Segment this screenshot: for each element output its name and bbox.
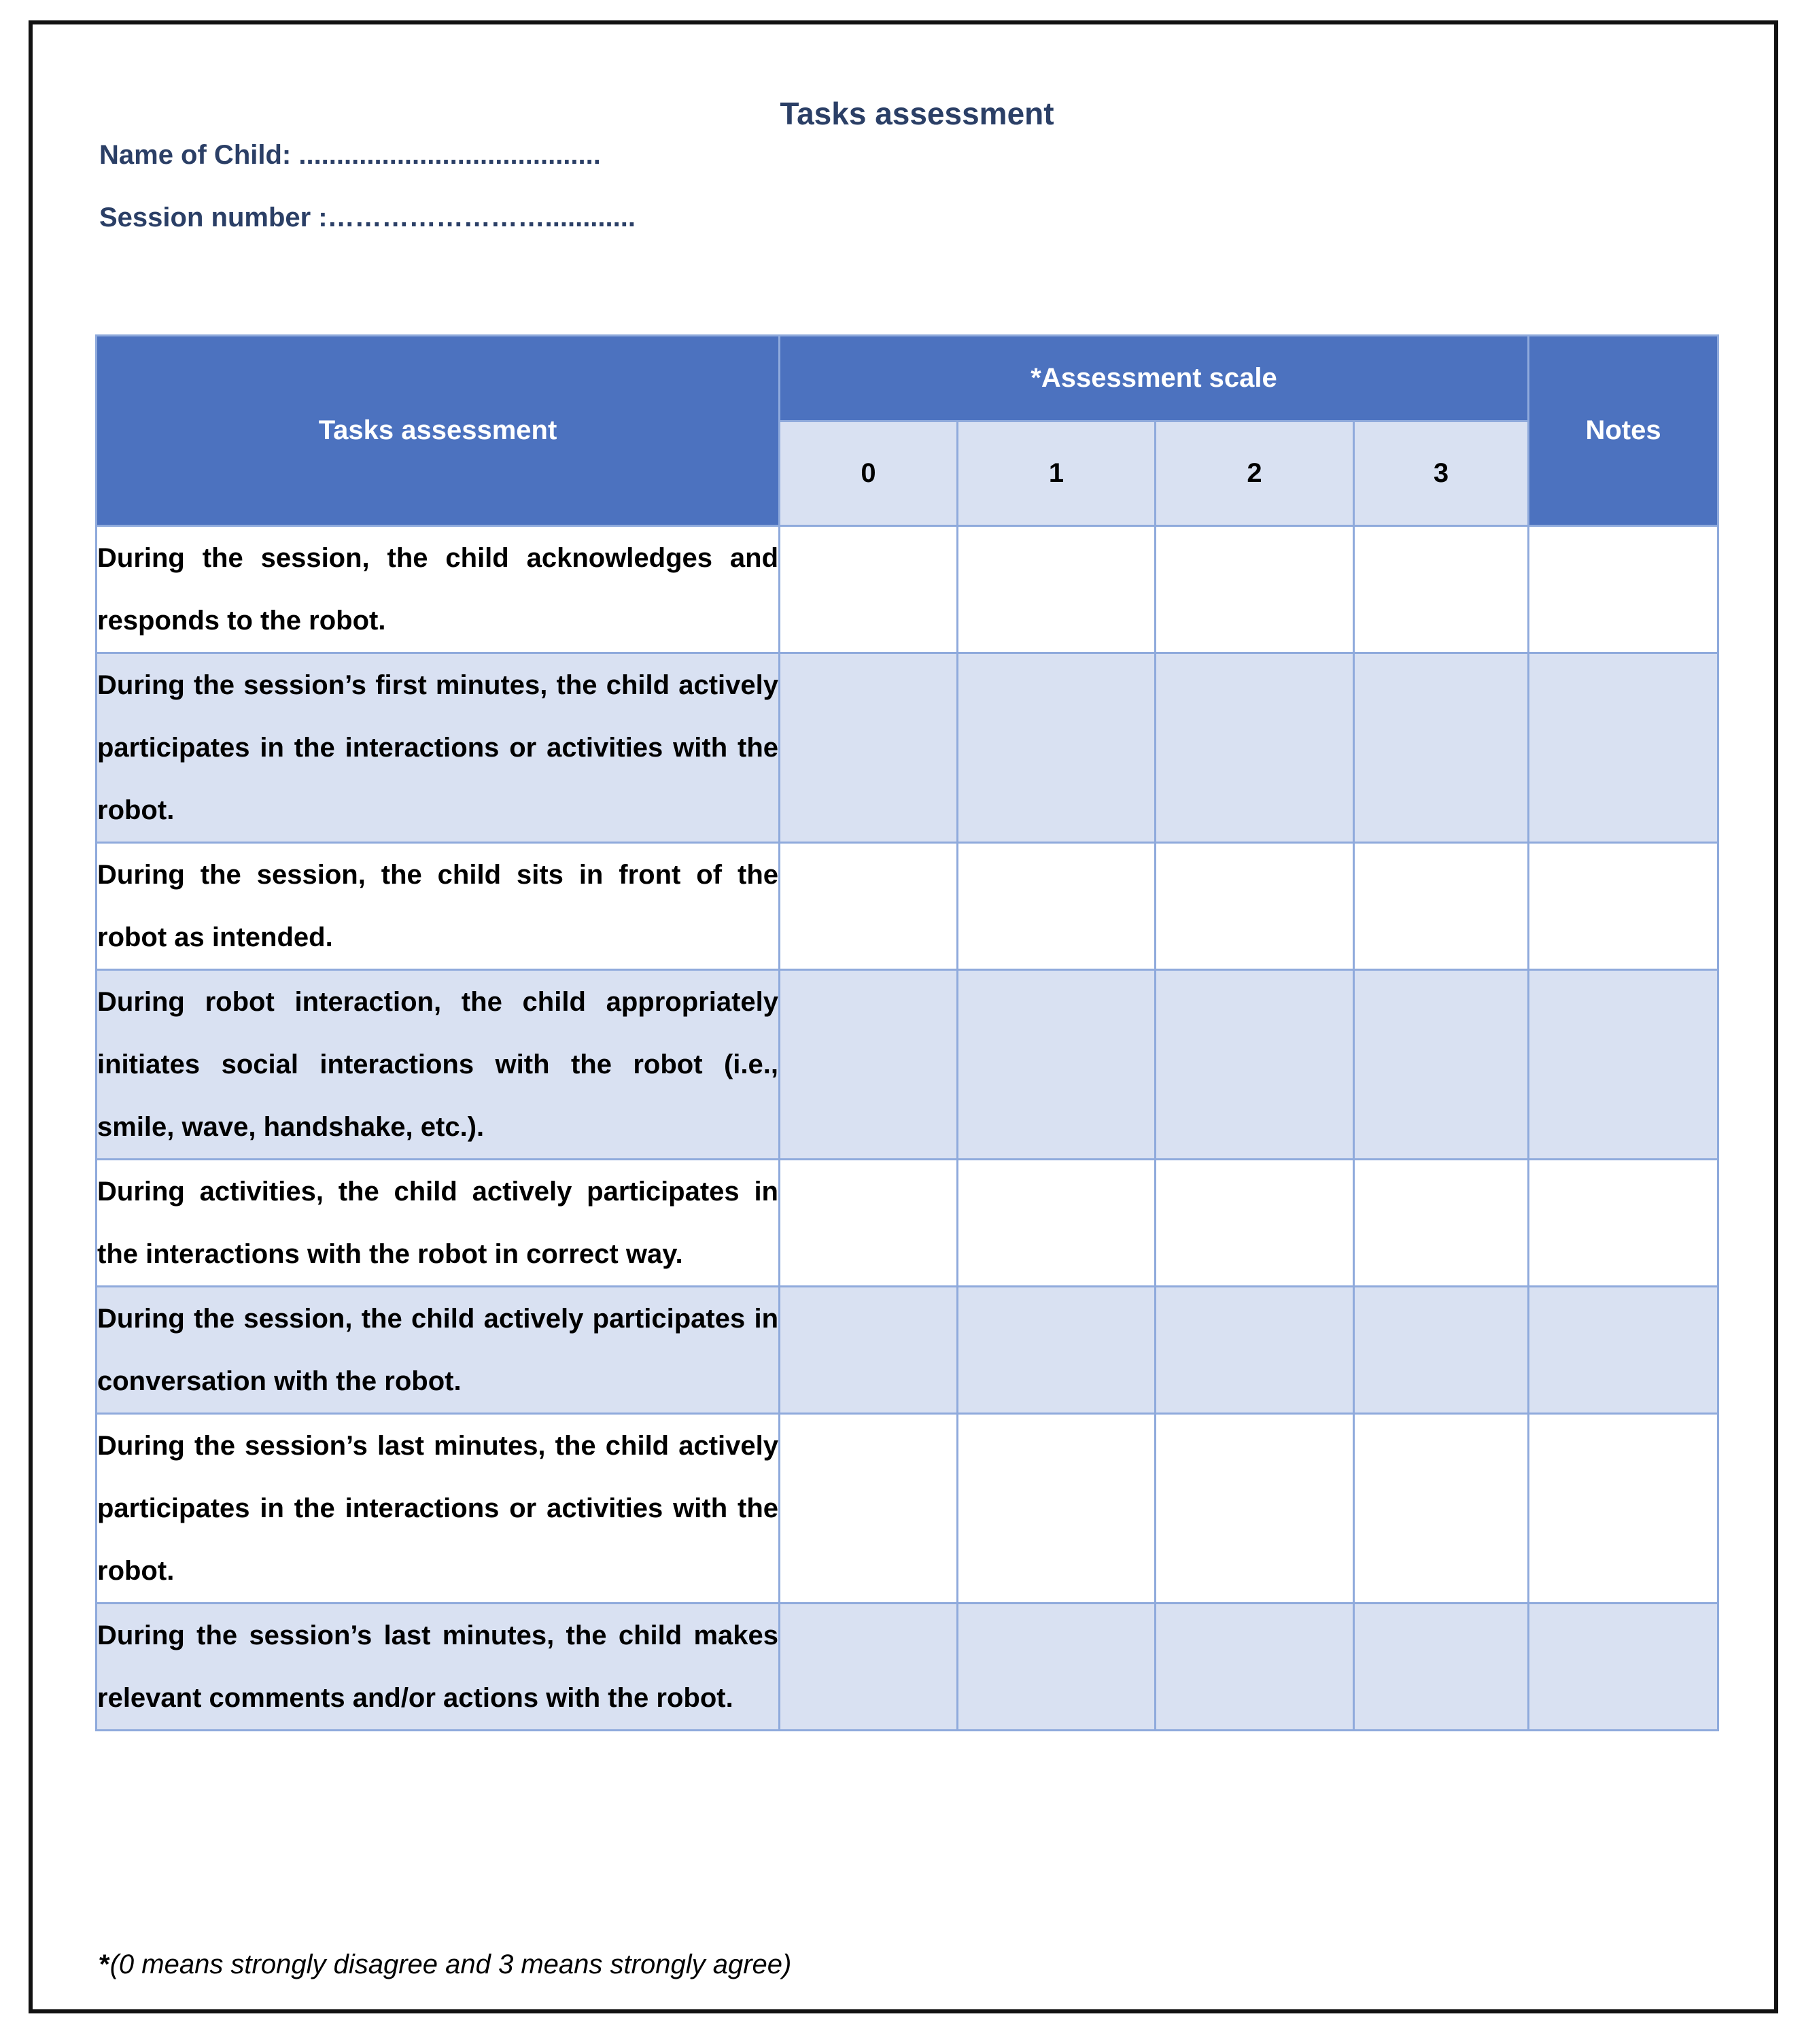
footnote-text: (0 means strongly disagree and 3 means strongly agree) [109, 1950, 792, 1979]
notes-cell[interactable] [1529, 526, 1718, 653]
score-cell-0[interactable] [780, 1604, 958, 1731]
score-cell-1[interactable] [958, 1287, 1156, 1414]
score-cell-3[interactable] [1354, 970, 1529, 1160]
document-title: Tasks assessment [780, 96, 1054, 131]
notes-cell[interactable] [1529, 1414, 1718, 1604]
notes-cell[interactable] [1529, 843, 1718, 970]
score-cell-3[interactable] [1354, 653, 1529, 843]
notes-cell[interactable] [1529, 1160, 1718, 1287]
score-cell-3[interactable] [1354, 1414, 1529, 1604]
task-description: During the session’s first minutes, the child actively participates in the interactions or activities with the robot. [97, 653, 780, 843]
notes-cell[interactable] [1529, 1604, 1718, 1731]
scale-1-header: 1 [958, 421, 1156, 526]
score-cell-0[interactable] [780, 653, 958, 843]
notes-cell[interactable] [1529, 970, 1718, 1160]
scale-3-header: 3 [1354, 421, 1529, 526]
table-row [97, 1604, 1718, 1731]
document-page [29, 20, 1778, 2013]
table-row [97, 843, 1718, 970]
score-cell-0[interactable] [780, 1287, 958, 1414]
table-row [97, 526, 1718, 653]
notes-cell[interactable] [1529, 1287, 1718, 1414]
score-cell-3[interactable] [1354, 1160, 1529, 1287]
task-description: During the session’s last minutes, the child makes relevant comments and/or actions with the robot. [97, 1604, 780, 1731]
notes-cell[interactable] [1529, 653, 1718, 843]
task-description: During the session, the child sits in front of the robot as intended. [97, 843, 780, 970]
score-cell-2[interactable] [1156, 526, 1354, 653]
scale-footnote [99, 1950, 791, 1980]
score-cell-1[interactable] [958, 1414, 1156, 1604]
score-cell-1[interactable] [958, 970, 1156, 1160]
score-cell-2[interactable] [1156, 1414, 1354, 1604]
score-cell-3[interactable] [1354, 526, 1529, 653]
task-description: During the session, the child acknowledges and responds to the robot. [97, 526, 780, 653]
score-cell-1[interactable] [958, 1160, 1156, 1287]
score-cell-1[interactable] [958, 526, 1156, 653]
table-row [97, 1414, 1718, 1604]
task-description: During the session, the child actively participates in conversation with the robot. [97, 1287, 780, 1414]
scale-2-header: 2 [1156, 421, 1354, 526]
footnote-star: * [99, 1950, 110, 1979]
task-description: During robot interaction, the child appropriately initiates social interactions with the robot (i.e., smile, wave, handshake, etc.). [97, 970, 780, 1160]
score-cell-1[interactable] [958, 653, 1156, 843]
score-cell-2[interactable] [1156, 1160, 1354, 1287]
score-cell-0[interactable] [780, 1414, 958, 1604]
score-cell-0[interactable] [780, 970, 958, 1160]
session-number-field: Session number :……………………............ [99, 203, 636, 232]
score-cell-2[interactable] [1156, 653, 1354, 843]
tasks-assessment-header: Tasks assessment [97, 336, 780, 526]
score-cell-3[interactable] [1354, 1287, 1529, 1414]
scale-0-header: 0 [780, 421, 958, 526]
table-row [97, 970, 1718, 1160]
score-cell-2[interactable] [1156, 1287, 1354, 1414]
score-cell-1[interactable] [958, 1604, 1156, 1731]
score-cell-2[interactable] [1156, 843, 1354, 970]
assessment-scale-header: *Assessment scale [780, 336, 1529, 421]
table-row [97, 1160, 1718, 1287]
score-cell-0[interactable] [780, 843, 958, 970]
score-cell-2[interactable] [1156, 1604, 1354, 1731]
name-of-child-field: Name of Child: ........................................ [99, 140, 601, 170]
score-cell-0[interactable] [780, 526, 958, 653]
score-cell-2[interactable] [1156, 970, 1354, 1160]
score-cell-0[interactable] [780, 1160, 958, 1287]
score-cell-3[interactable] [1354, 1604, 1529, 1731]
score-cell-3[interactable] [1354, 843, 1529, 970]
task-description: During activities, the child actively participates in the interactions with the robot in correct way. [97, 1160, 780, 1287]
assessment-table [95, 334, 1719, 1731]
score-cell-1[interactable] [958, 843, 1156, 970]
table-row [97, 1287, 1718, 1414]
table-row [97, 653, 1718, 843]
task-description: During the session’s last minutes, the child actively participates in the interactions or activities with the robot. [97, 1414, 780, 1604]
notes-header: Notes [1529, 336, 1718, 526]
